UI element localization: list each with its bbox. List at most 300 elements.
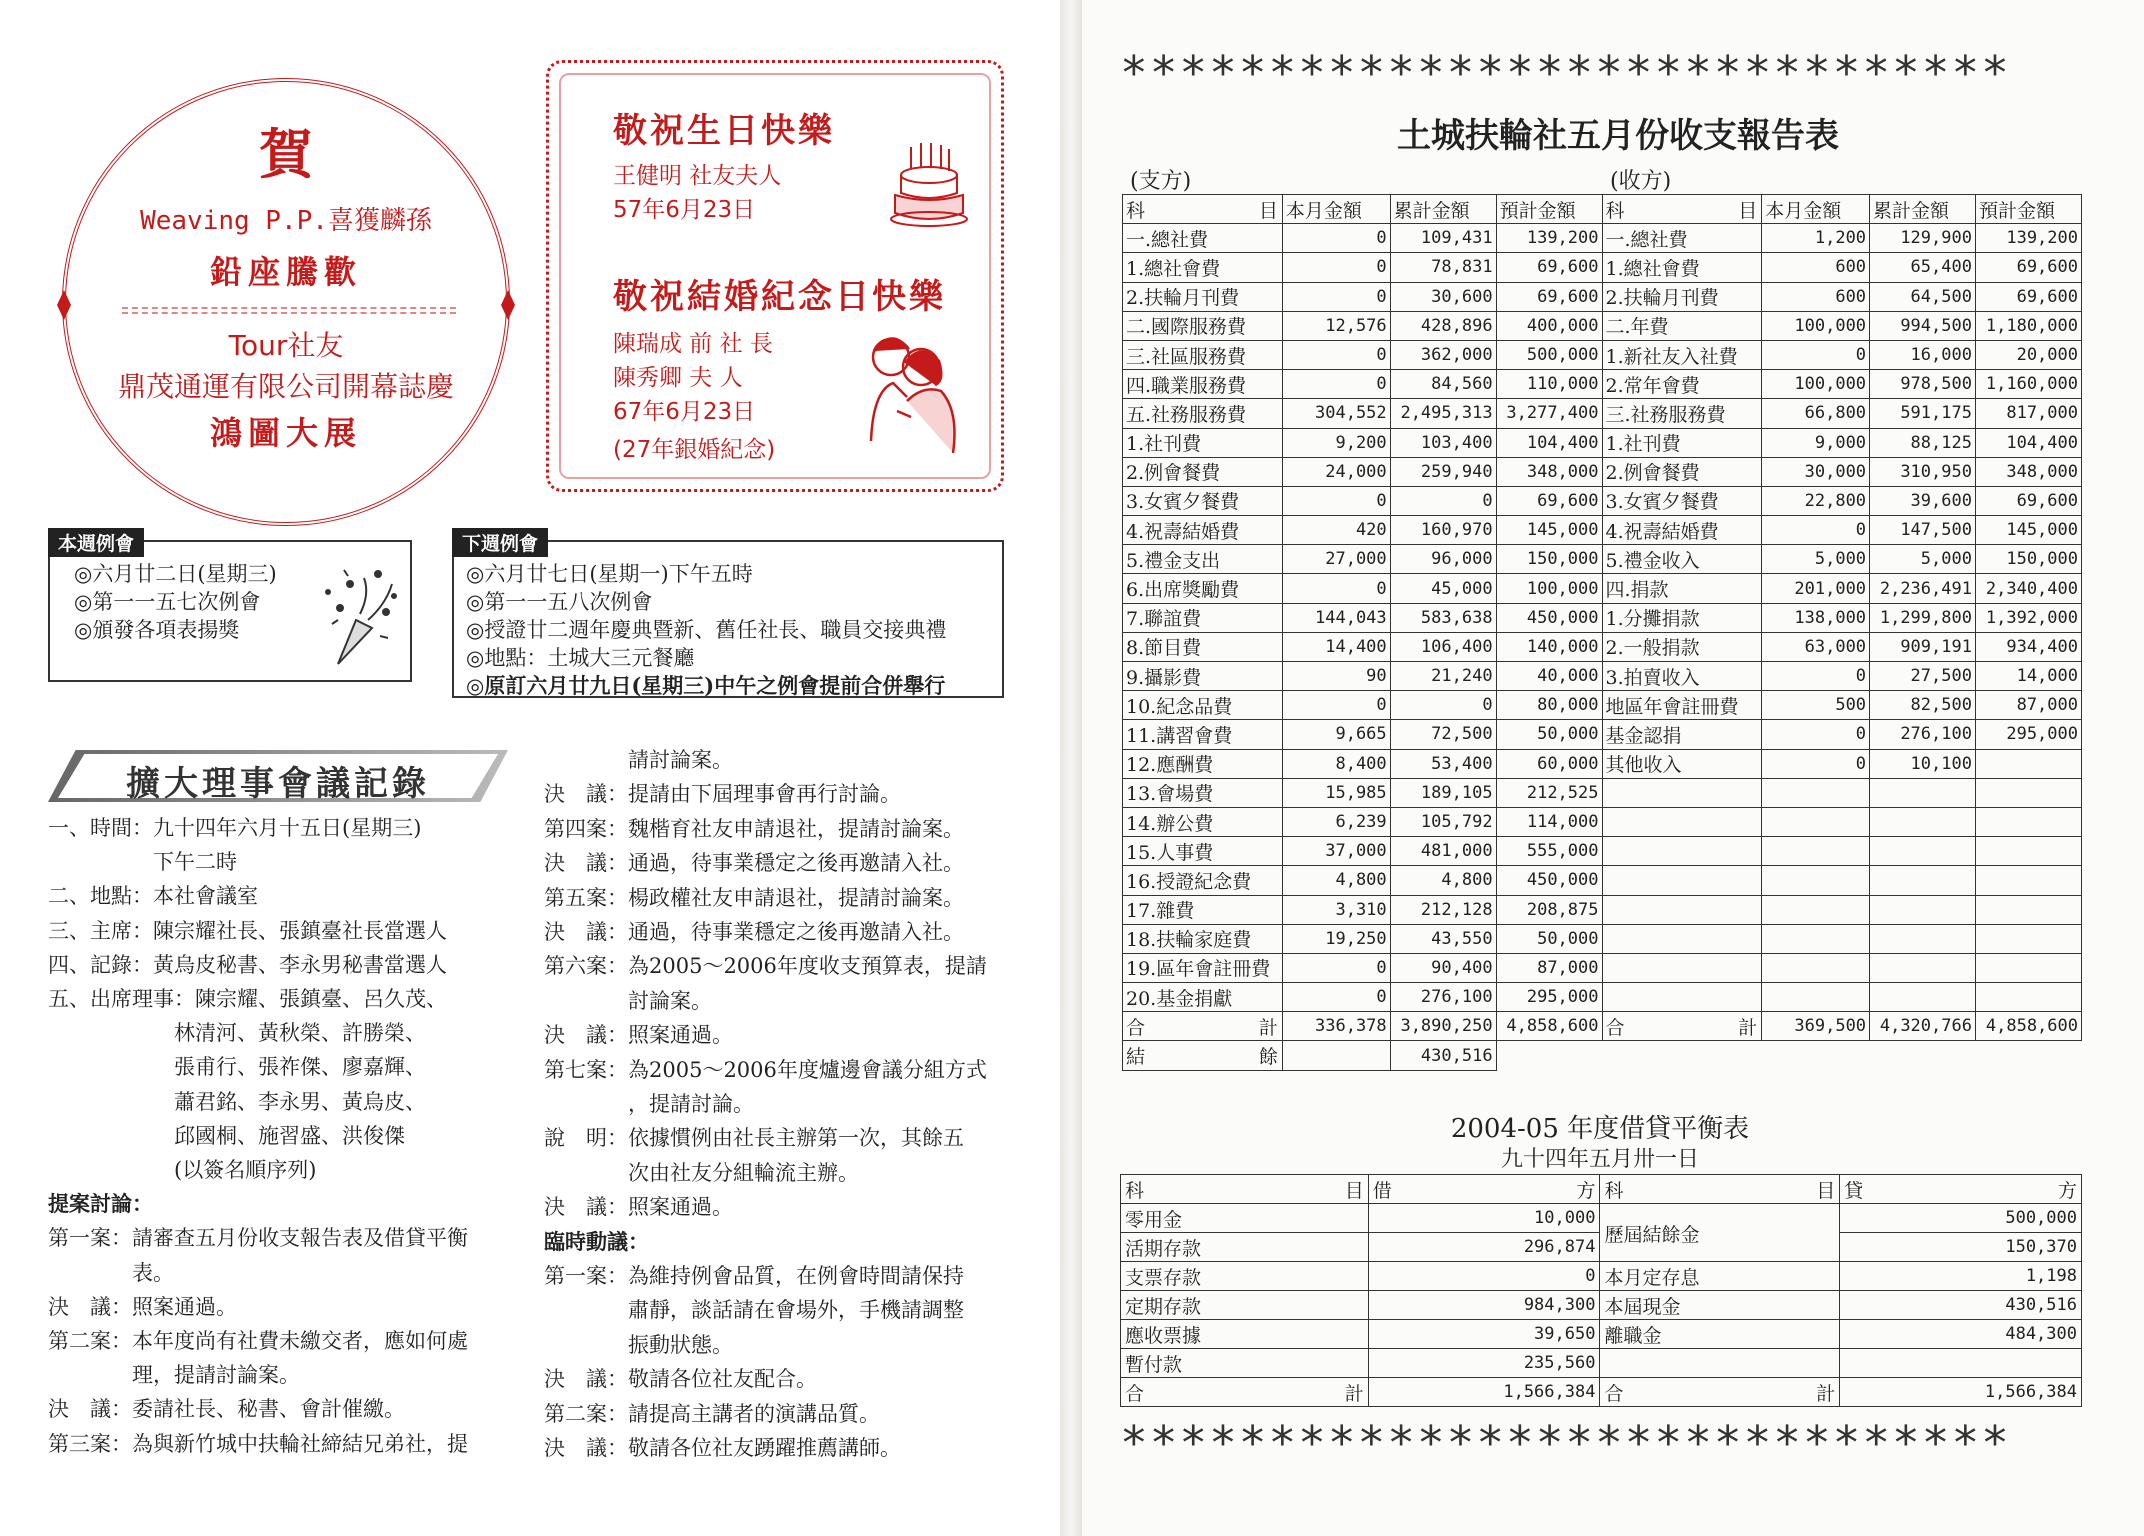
congrats-tour: Tour社友 [228,329,344,362]
report-amount-cell: 1,299,800 [1870,603,1976,632]
report-amount-cell: 0 [1762,516,1870,545]
next-week-line: ◎授證廿二週年慶典暨新、舊任社長、職員交接典禮 [466,618,947,642]
report-amount-cell: 139,200 [1496,224,1602,253]
report-subject-cell: 3.女賓夕餐費 [1602,486,1762,515]
balance-amount-cell: 0 [1368,1262,1600,1291]
report-amount-cell: 295,000 [1496,983,1602,1012]
report-subject-cell: 3.拍賣收入 [1602,662,1762,691]
report-amount-cell: 1,200 [1762,224,1870,253]
this-week-line: ◎第一一五七次例會 [74,590,261,614]
report-head-subject-suffix: 目 [1738,199,1758,222]
report-amount-cell: 1,180,000 [1975,311,2081,340]
congrats-he: 賀 [259,122,313,186]
report-row [1123,924,2082,953]
report-amount-cell: 1,160,000 [1975,370,2081,399]
report-subject-cell: 1.社刊費 [1602,428,1762,457]
balance-subject-cell: 歷屆結餘金 [1600,1218,1840,1247]
balance-head-debit [1368,1175,1600,1204]
report-amount-cell [1870,778,1976,807]
report-amount-cell: 24,000 [1282,457,1390,486]
report-amount-cell: 14,000 [1975,662,2081,691]
report-subject-cell [1602,778,1762,807]
report-amount-cell [1762,778,1870,807]
report-amount-cell: 295,000 [1975,720,2081,749]
report-amount-cell [1870,807,1976,836]
report-subject-cell: 5.禮金收入 [1602,545,1762,574]
report-amount-cell: 64,500 [1870,282,1976,311]
balance-head-subject-suffix: 目 [1344,1179,1364,1202]
minutes-line: 蕭君銘、李永男、黃烏皮、 [48,1089,426,1114]
report-amount-cell: 0 [1762,749,1870,778]
next-week-line: ◎六月廿七日(星期一)下午五時 [466,562,753,586]
report-amount-cell: 0 [1282,953,1390,982]
report-head-subject-suffix: 目 [1258,199,1278,222]
report-amount-cell: 69,600 [1975,282,2081,311]
report-total-cell: 4,858,600 [1496,1012,1602,1041]
balance-amount-cell: 1,198 [1840,1262,2082,1291]
report-subject-cell: 3.女賓夕餐費 [1123,486,1283,515]
report-amount-cell: 60,000 [1496,749,1602,778]
report-amount-cell: 450,000 [1496,603,1602,632]
report-subject-cell: 20.基金捐獻 [1123,983,1283,1012]
report-amount-cell [1762,953,1870,982]
balance-amount-cell: 235,560 [1368,1349,1600,1378]
report-total-cell: 4,858,600 [1975,1012,2081,1041]
balance-subject-cell: 定期存款 [1121,1291,1369,1320]
balance-date: 九十四年五月卅一日 [1500,1147,1699,1172]
report-total-label [1602,1012,1762,1041]
report-amount-cell: 0 [1762,662,1870,691]
report-amount-cell: 80,000 [1496,691,1602,720]
report-subject-cell: 5.禮金支出 [1123,545,1283,574]
report-subject-cell: 2.扶輪月刊費 [1123,282,1283,311]
minutes-line: 第二案：本年度尚有社費未繳交者，應如何處 [48,1329,468,1353]
next-week-tag: 下週例會 [452,528,548,557]
balance-head-subject-suffix: 目 [1816,1179,1836,1202]
report-head-subject [1123,195,1283,224]
report-row [1123,749,2082,778]
report-subject-cell: 五.社務服務費 [1123,399,1283,428]
report-amount-cell: 160,970 [1390,516,1496,545]
report-subject-cell: 6.出席獎勵費 [1123,574,1283,603]
balance-title: 2004-05 年度借貸平衡表 [1450,1114,1750,1144]
report-head-subject-text: 科 [1605,199,1625,222]
report-amount-cell: 555,000 [1496,837,1602,866]
report-surplus-cell [1282,1041,1390,1070]
report-subject-cell: 4.祝壽結婚費 [1123,516,1283,545]
wedding-name-wife: 陳秀卿 夫 人 [613,365,743,391]
report-amount-cell: 87,000 [1975,691,2081,720]
minutes-line: 第四案：魏楷育社友申請退社，提請討論案。 [544,816,964,841]
report-total-cell: 3,890,250 [1390,1012,1496,1041]
report-amount-cell: 9,000 [1762,428,1870,457]
report-amount-cell: 0 [1762,720,1870,749]
balance-subject-cell [1600,1349,1840,1378]
report-amount-cell: 147,500 [1870,516,1976,545]
page-fold [1060,0,1082,1536]
report-row [1123,399,2082,428]
report-amount-cell [1975,837,2081,866]
report-subject-cell: 17.雜費 [1123,895,1283,924]
report-amount-cell: 934,400 [1975,632,2081,661]
report-amount-cell: 69,600 [1496,253,1602,282]
report-subject-cell: 一.總社費 [1602,224,1762,253]
report-row [1123,720,2082,749]
minutes-line: 張甫行、張祚傑、廖嘉輝、 [48,1055,426,1080]
balance-total-label [1600,1378,1840,1407]
minutes-line: 理，提請討論案。 [48,1363,300,1388]
report-subject-cell [1602,866,1762,895]
next-week-meeting-box [452,533,1004,698]
minutes-line: 決 議：敬請各位社友踴躍推薦講師。 [544,1436,901,1460]
balance-amount-cell: 10,000 [1368,1204,1600,1233]
report-subject-cell [1602,983,1762,1012]
report-amount-cell: 84,560 [1390,370,1496,399]
birthday-name: 王健明 社友夫人 [613,163,782,189]
minutes-line: 決 議：照案通過。 [544,1023,733,1048]
report-amount-cell: 37,000 [1282,837,1390,866]
birthday-title: 敬祝生日快樂 [613,111,835,151]
report-amount-cell [1762,807,1870,836]
report-amount-cell: 10,100 [1870,749,1976,778]
report-total-row [1123,1012,2082,1041]
minutes-line: 第六案：為2005～2006年度收支預算表，提請 [544,954,987,979]
minutes-line: 說 明：依據慣例由社長主辦第一次，其餘五 [544,1126,964,1151]
report-row [1123,691,2082,720]
report-amount-cell: 0 [1282,282,1390,311]
balance-row [1121,1349,2082,1378]
balance-head-subject-text: 科 [1604,1179,1624,1202]
report-amount-cell: 12,576 [1282,311,1390,340]
report-amount-cell: 3,277,400 [1496,399,1602,428]
balance-amount-cell [1840,1349,2082,1378]
balance-amount-cell: 984,300 [1368,1291,1600,1320]
balance-total-row [1121,1378,2082,1407]
report-amount-cell [1870,924,1976,953]
report-amount-cell: 600 [1762,282,1870,311]
cake-icon [889,139,969,229]
report-amount-cell: 5,000 [1762,545,1870,574]
report-amount-cell [1870,837,1976,866]
report-amount-cell: 276,100 [1870,720,1976,749]
report-amount-cell: 3,310 [1282,895,1390,924]
report-amount-cell: 500,000 [1496,340,1602,369]
report-amount-cell: 21,240 [1390,662,1496,691]
report-amount-cell: 65,400 [1870,253,1976,282]
balance-total-cell: 1,566,384 [1840,1378,2082,1407]
balance-total-label-suffix: 計 [1816,1382,1836,1405]
report-subject-cell: 16.授證紀念費 [1123,866,1283,895]
report-total-cell: 369,500 [1762,1012,1870,1041]
report-head-cell: 預計金額 [1496,195,1602,224]
report-amount-cell [1762,983,1870,1012]
report-amount-cell: 2,236,491 [1870,574,1976,603]
report-subject-cell: 四.職業服務費 [1123,370,1283,399]
minutes-line: 邱國桐、施習盛、洪俊傑 [48,1123,405,1148]
report-subject-cell: 15.人事費 [1123,837,1283,866]
balance-subject-cell: 支票存款 [1121,1262,1369,1291]
balance-amount-cell: 430,516 [1840,1291,2082,1320]
balance-sheet-table [1120,1174,2082,1407]
report-amount-cell: 0 [1282,574,1390,603]
report-row [1123,807,2082,836]
report-amount-cell: 145,000 [1496,516,1602,545]
report-subject-cell: 10.紀念品費 [1123,691,1283,720]
minutes-line: 肅靜，談話請在會場外，手機請調整 [544,1298,964,1323]
report-subject-cell [1602,895,1762,924]
report-amount-cell: 39,600 [1870,486,1976,515]
report-total-label-text: 合 [1605,1016,1625,1039]
report-amount-cell: 500 [1762,691,1870,720]
report-amount-cell [1870,866,1976,895]
report-amount-cell: 909,191 [1870,632,1976,661]
report-amount-cell: 212,525 [1496,778,1602,807]
report-surplus-label-text: 結 [1126,1046,1146,1069]
minutes-line: 次由社友分組輪流主辦。 [544,1160,859,1185]
report-subject-cell: 1.總社會費 [1123,253,1283,282]
balance-head-subject [1600,1175,1840,1204]
report-amount-cell: 90 [1282,662,1390,691]
next-week-line: ◎原訂六月廿九日(星期三)中午之例會提前合併舉行 [466,673,946,698]
balance-total-cell: 1,566,384 [1368,1378,1600,1407]
minutes-line: 決 議：委請社長、秘書、會計催繳。 [48,1397,405,1422]
divider-dashed [122,307,456,309]
minutes-line: 決 議：提請由下屆理事會再行討論。 [544,782,901,807]
report-amount-cell: 362,000 [1390,340,1496,369]
report-subject-cell: 三.社務服務費 [1602,399,1762,428]
wedding-note: (27年銀婚紀念) [613,437,776,463]
report-amount-cell: 69,600 [1975,486,2081,515]
report-amount-cell: 591,175 [1870,399,1976,428]
report-amount-cell: 27,500 [1870,662,1976,691]
report-amount-cell: 87,000 [1496,953,1602,982]
report-amount-cell: 66,800 [1762,399,1870,428]
minutes-line: 四、記錄：黃烏皮秘書、李永男秘書當選人 [48,952,447,977]
congrats-hongtu: 鴻圖大展 [209,414,362,452]
report-amount-cell: 4,800 [1390,866,1496,895]
report-amount-cell [1762,866,1870,895]
birthday-date: 57年6月23日 [613,197,756,223]
report-subject-cell: 四.捐款 [1602,574,1762,603]
report-amount-cell: 82,500 [1870,691,1976,720]
minutes-line: 決 議：通過，待事業穩定之後再邀請入社。 [544,920,964,944]
report-subject-cell: 其他收入 [1602,749,1762,778]
report-total-label-suffix: 計 [1738,1016,1758,1039]
report-amount-cell: 4,800 [1282,866,1390,895]
this-week-meeting-box [48,533,412,682]
report-row [1123,574,2082,603]
report-subject-cell: 1.分攤捐款 [1602,603,1762,632]
balance-header-row [1121,1175,2082,1204]
report-amount-cell: 994,500 [1870,311,1976,340]
balance-amount-cell: 39,650 [1368,1320,1600,1349]
report-total-label-text: 合 [1126,1016,1146,1039]
report-amount-cell: 27,000 [1282,545,1390,574]
balance-head-subject-text: 科 [1125,1179,1145,1202]
report-amount-cell: 304,552 [1282,399,1390,428]
report-amount-cell: 2,340,400 [1975,574,2081,603]
balance-subject-cell: 本屆現金 [1600,1291,1840,1320]
report-amount-cell: 78,831 [1390,253,1496,282]
report-amount-cell [1975,866,2081,895]
report-row [1123,603,2082,632]
report-amount-cell: 0 [1282,370,1390,399]
report-amount-cell: 100,000 [1496,574,1602,603]
report-row [1123,983,2082,1012]
report-row [1123,340,2082,369]
balance-total-label-text: 合 [1125,1382,1145,1405]
income-label: (收方) [1610,169,1672,194]
report-subject-cell [1602,837,1762,866]
celebration-stamp [546,60,1004,492]
report-row [1123,486,2082,515]
minutes-line: 決 議：照案通過。 [544,1195,733,1220]
minutes-line: 第一案：請審查五月份收支報告表及借貸平衡 [48,1226,468,1251]
report-subject-cell [1602,953,1762,982]
report-amount-cell: 88,125 [1870,428,1976,457]
report-subject-cell: 14.辦公費 [1123,807,1283,836]
report-total-cell: 336,378 [1282,1012,1390,1041]
congrats-company: 鼎茂通運有限公司開幕誌慶 [117,370,454,403]
balance-row [1121,1204,2082,1233]
report-head-subject-text: 科 [1126,199,1146,222]
expense-label: (支方) [1130,169,1192,194]
report-subject-cell: 2.例會餐費 [1602,457,1762,486]
minutes-line: 振動狀態。 [544,1332,733,1357]
minutes-line: 第三案：為與新竹城中扶輪社締結兄弟社，提 [48,1431,468,1456]
report-row [1123,253,2082,282]
report-amount-cell: 138,000 [1762,603,1870,632]
report-amount-cell: 817,000 [1975,399,2081,428]
report-amount-cell: 140,000 [1496,632,1602,661]
report-amount-cell [1975,953,2081,982]
report-amount-cell: 145,000 [1975,516,2081,545]
minutes-line: 三、主席：陳宗耀社長、張鎮臺社長當選人 [48,918,447,943]
report-amount-cell: 22,800 [1762,486,1870,515]
minutes-line: 二、地點：本社會議室 [48,884,258,909]
report-subject-cell: 基金認捐 [1602,720,1762,749]
balance-subject-cell: 暫付款 [1121,1349,1369,1378]
balance-head-debit-text: 借 [1372,1179,1392,1202]
report-amount-cell: 6,239 [1282,807,1390,836]
report-subject-cell: 4.祝壽結婚費 [1602,516,1762,545]
report-empty-cell [1496,1041,2081,1070]
report-subject-cell: 2.扶輪月刊費 [1602,282,1762,311]
report-amount-cell: 104,400 [1496,428,1602,457]
report-amount-cell: 16,000 [1870,340,1976,369]
report-amount-cell [1762,837,1870,866]
report-subject-cell: 1.總社會費 [1602,253,1762,282]
report-amount-cell [1762,924,1870,953]
report-subject-cell: 8.節目費 [1123,632,1283,661]
minutes-line: 第二案：請提高主講者的演講品質。 [544,1401,880,1426]
report-amount-cell: 259,940 [1390,457,1496,486]
balance-head-credit-text: 貸 [1844,1179,1864,1202]
minutes-line: 討論案。 [544,988,712,1013]
balance-amount-cell: 150,370 [1840,1233,2082,1262]
report-row [1123,370,2082,399]
report-amount-cell: 15,985 [1282,778,1390,807]
report-amount-cell: 96,000 [1390,545,1496,574]
party-popper-icon [320,564,400,674]
report-amount-cell: 8,400 [1282,749,1390,778]
minutes-line: (以簽名順序列) [48,1158,317,1182]
report-head-cell: 預計金額 [1975,195,2081,224]
report-amount-cell [1870,953,1976,982]
report-amount-cell: 5,000 [1870,545,1976,574]
report-surplus-cell: 430,516 [1390,1041,1496,1070]
report-row [1123,837,2082,866]
report-subject-cell: 13.會場費 [1123,778,1283,807]
stars-border-bottom: ****************************** [1120,1416,2011,1470]
report-subject-cell: 二.國際服務費 [1123,311,1283,340]
report-amount-cell: 450,000 [1496,866,1602,895]
report-amount-cell: 0 [1282,983,1390,1012]
report-subject-cell: 地區年會註冊費 [1602,691,1762,720]
this-week-line: ◎六月廿二日(星期三) [74,562,277,586]
this-week-tag: 本週例會 [48,528,144,557]
report-amount-cell: 105,792 [1390,807,1496,836]
minutes-banner [48,750,508,802]
report-amount-cell: 90,400 [1390,953,1496,982]
report-subject-cell: 2.例會餐費 [1123,457,1283,486]
report-amount-cell: 0 [1282,691,1390,720]
report-amount-cell: 69,600 [1975,253,2081,282]
congrats-weaving: Weaving P.P.喜獲麟孫 [140,206,432,236]
report-amount-cell: 348,000 [1496,457,1602,486]
report-amount-cell: 50,000 [1496,924,1602,953]
minutes-line: 表。 [48,1260,174,1285]
congrats-mingzuo: 鉛座騰歡 [209,253,362,291]
report-amount-cell: 19,250 [1282,924,1390,953]
balance-total-label-text: 合 [1604,1382,1624,1405]
report-surplus-row [1123,1041,2082,1070]
report-amount-cell: 53,400 [1390,749,1496,778]
report-amount-cell: 428,896 [1390,311,1496,340]
report-row [1123,282,2082,311]
minutes-line: 決 議：敬請各位社友配合。 [544,1367,817,1392]
report-amount-cell: 189,105 [1390,778,1496,807]
report-amount-cell: 0 [1282,340,1390,369]
balance-subject-cell: 離職金 [1600,1320,1840,1349]
couple-icon [849,321,969,461]
report-total-label-suffix: 計 [1258,1016,1278,1039]
report-title: 土城扶輪社五月份收支報告表 [1397,116,1839,156]
report-row [1123,953,2082,982]
income-expense-report-table [1122,194,2082,1071]
report-row [1123,516,2082,545]
report-head-cell: 累計金額 [1390,195,1496,224]
minutes-line: 第一案：為維持例會品質，在例會時間請保持 [544,1264,964,1288]
minutes-line: 決 議：通過，待事業穩定之後再邀請入社。 [544,851,964,876]
this-week-line: ◎頒發各項表揚獎 [74,618,240,642]
minutes-line: 林清河、黃秋榮、許勝榮、 [48,1021,426,1046]
balance-subject-cell: 活期存款 [1121,1233,1369,1262]
report-head-cell: 本月金額 [1762,195,1870,224]
report-amount-cell: 104,400 [1975,428,2081,457]
minutes-line: 第七案：為2005～2006年度爐邊會議分組方式 [544,1057,987,1082]
report-subject-cell: 三.社區服務費 [1123,340,1283,369]
report-amount-cell [1870,983,1976,1012]
balance-head-debit-suffix: 方 [1576,1179,1596,1202]
report-amount-cell: 110,000 [1496,370,1602,399]
report-header-row [1123,195,2082,224]
report-amount-cell: 310,950 [1870,457,1976,486]
balance-total-label-suffix: 計 [1344,1382,1364,1405]
report-amount-cell: 40,000 [1496,662,1602,691]
minutes-title: 擴大理事會議記錄 [126,764,430,804]
report-amount-cell [1975,983,2081,1012]
